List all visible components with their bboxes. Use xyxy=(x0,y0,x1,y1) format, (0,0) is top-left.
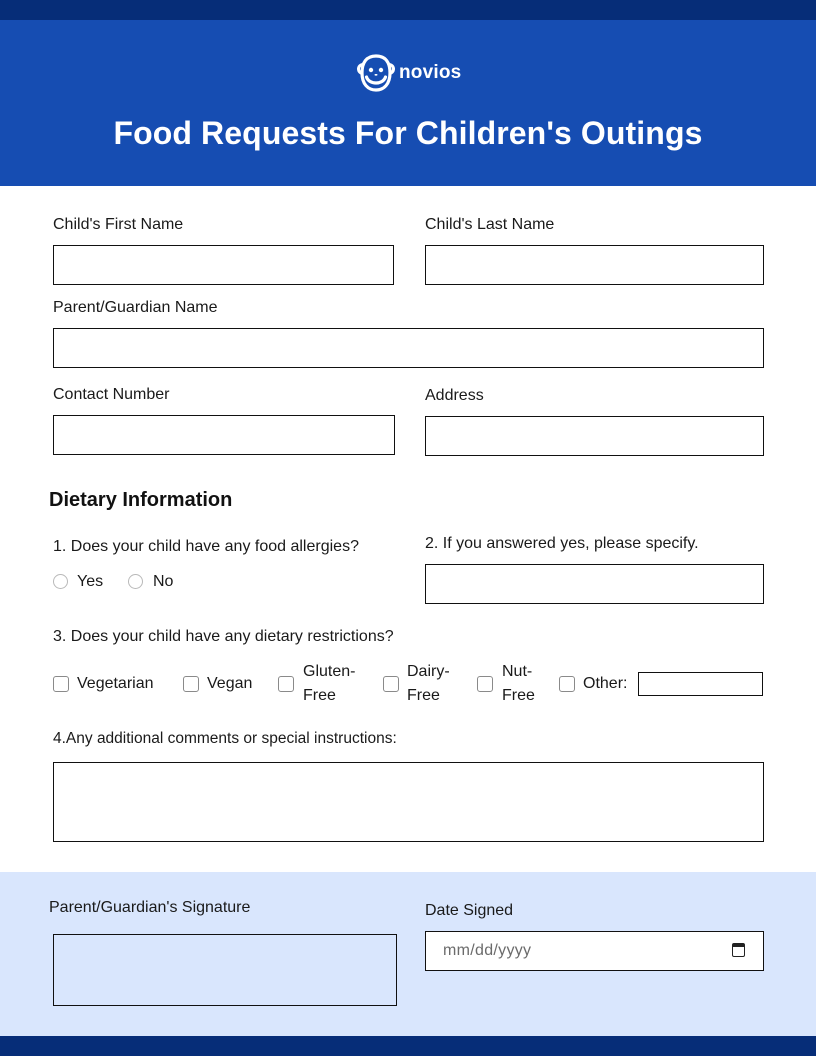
page-title: Food Requests For Children's Outings xyxy=(113,115,703,151)
vegan-label: Vegan xyxy=(207,675,253,692)
calendar-icon[interactable] xyxy=(732,943,745,957)
brand-name: novios xyxy=(399,62,462,83)
dietary-section-title: Dietary Information xyxy=(49,489,233,511)
monkey-logo-icon xyxy=(357,53,395,93)
last-name-input[interactable] xyxy=(425,245,764,285)
other-input[interactable] xyxy=(638,672,763,696)
date-signed-label: Date Signed xyxy=(425,902,514,919)
comments-label: 4.Any additional comments or special instructions: xyxy=(53,730,397,747)
date-placeholder: mm/dd/yyyy xyxy=(443,942,532,959)
nut-free-label-line2: Free xyxy=(502,687,535,704)
dairy-free-checkbox[interactable] xyxy=(383,676,399,692)
vegetarian-label: Vegetarian xyxy=(77,675,154,692)
guardian-name-input[interactable] xyxy=(53,328,764,368)
allergies-no-label: No xyxy=(153,573,174,590)
signature-box[interactable] xyxy=(53,934,397,1006)
brand-logo xyxy=(357,53,461,93)
nut-free-checkbox[interactable] xyxy=(477,676,493,692)
allergies-no-radio[interactable] xyxy=(128,574,143,589)
allergies-yes-label: Yes xyxy=(77,573,104,590)
allergies-specify-input[interactable] xyxy=(425,564,764,604)
guardian-name-label: Parent/Guardian Name xyxy=(53,299,218,316)
first-name-input[interactable] xyxy=(53,245,394,285)
first-name-label: Child's First Name xyxy=(53,216,184,233)
date-signed-input[interactable] xyxy=(425,931,764,971)
allergies-question: 1. Does your child have any food allergies? xyxy=(53,538,359,555)
signature-label: Parent/Guardian's Signature xyxy=(49,899,251,916)
gluten-free-checkbox[interactable] xyxy=(278,676,294,692)
header xyxy=(0,20,816,186)
allergies-yes-radio[interactable] xyxy=(53,574,68,589)
contact-number-input[interactable] xyxy=(53,415,395,455)
contact-number-label: Contact Number xyxy=(53,386,170,403)
dairy-free-label-line2: Free xyxy=(407,687,440,704)
last-name-label: Child's Last Name xyxy=(425,216,555,233)
comments-textarea[interactable] xyxy=(53,762,764,842)
restrictions-question: 3. Does your child have any dietary restrictions? xyxy=(53,628,394,645)
address-input[interactable] xyxy=(425,416,764,456)
nut-free-label-line1: Nut- xyxy=(502,663,533,680)
dairy-free-label-line1: Dairy- xyxy=(407,663,450,680)
other-label: Other: xyxy=(583,675,628,692)
allergies-specify-label: 2. If you answered yes, please specify. xyxy=(425,535,699,552)
top-bar xyxy=(0,0,816,20)
bottom-bar xyxy=(0,1036,816,1056)
other-checkbox[interactable] xyxy=(559,676,575,692)
vegan-checkbox[interactable] xyxy=(183,676,199,692)
vegetarian-checkbox[interactable] xyxy=(53,676,69,692)
address-label: Address xyxy=(425,387,484,404)
gluten-free-label-line1: Gluten- xyxy=(303,663,356,680)
gluten-free-label-line2: Free xyxy=(303,687,336,704)
